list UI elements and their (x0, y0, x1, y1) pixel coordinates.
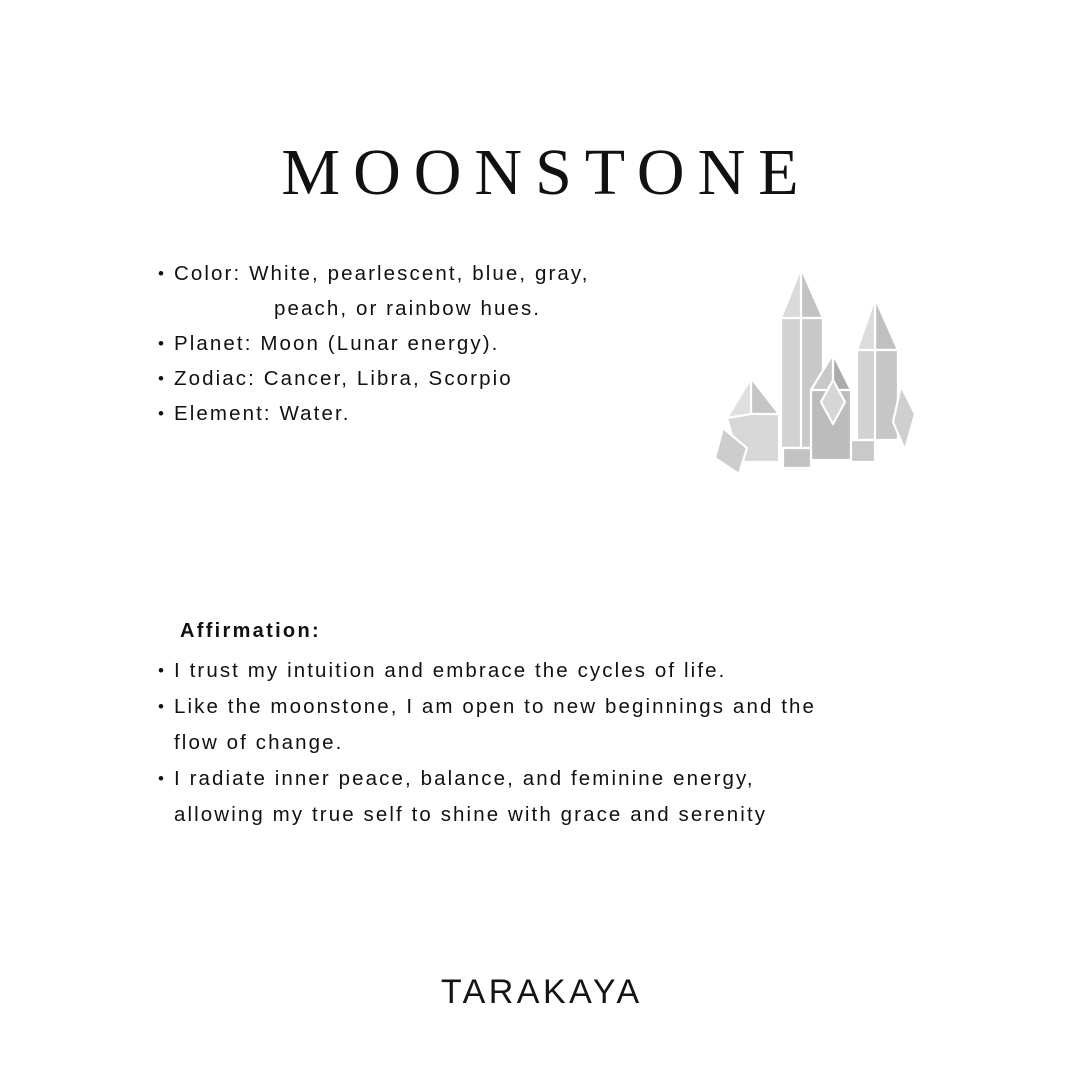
bullet-icon: • (158, 661, 167, 680)
list-item (158, 396, 778, 431)
affirmation-text: Like the moonstone, I am open to new beginnings and the (174, 695, 817, 718)
list-item (158, 653, 958, 689)
affirmation-text: I radiate inner peace, balance, and feminine energy, (174, 767, 755, 790)
list-item (158, 326, 778, 361)
brand-name: TARAKAYA (440, 973, 643, 1011)
affirmation-heading: Affirmation: (180, 620, 321, 642)
bullet-icon: • (158, 334, 167, 353)
affirmation-text-continued: allowing my true self to shine with grace and serenity (174, 803, 768, 826)
bullet-icon: • (158, 697, 167, 716)
list-item (158, 256, 778, 326)
property-text-continued: peach, or rainbow hues. (274, 297, 542, 320)
property-text: Planet: Moon (Lunar energy). (174, 332, 500, 355)
bullet-icon: • (158, 369, 167, 388)
list-item (158, 689, 958, 761)
property-text: Zodiac: Cancer, Libra, Scorpio (174, 367, 513, 390)
bullet-icon: • (158, 769, 167, 788)
property-text: Color: White, pearlescent, blue, gray, (174, 262, 590, 285)
affirmation-text: I trust my intuition and embrace the cycles of life. (174, 659, 727, 682)
page-title: MOONSTONE (281, 136, 812, 209)
list-item (158, 761, 958, 833)
property-text: Element: Water. (174, 402, 351, 425)
bullet-icon: • (158, 264, 167, 283)
list-item (158, 361, 778, 396)
properties-list (158, 256, 778, 431)
affirmation-text-continued: flow of change. (174, 731, 344, 754)
bullet-icon: • (158, 404, 167, 423)
affirmation-section (158, 620, 958, 833)
